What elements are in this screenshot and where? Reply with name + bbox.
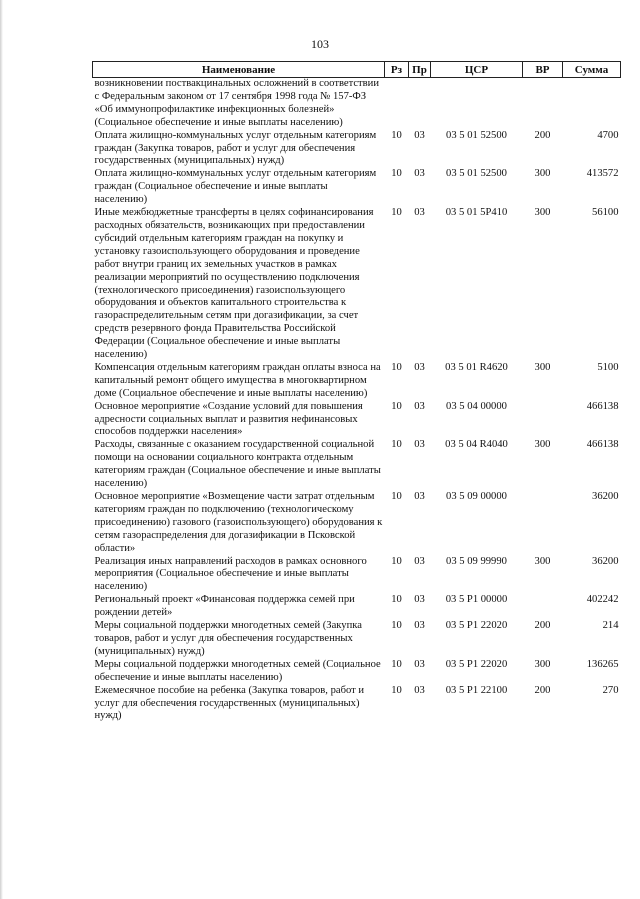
cell-pr: 03 xyxy=(414,129,425,141)
table-row xyxy=(93,130,621,169)
cell-sum: 136265 xyxy=(586,658,619,670)
table-row xyxy=(93,685,621,724)
cell-name: Основное мероприятие «Создание условий для повышения адресности социальных выплат и развития нефинансовых способов поддержки населения» xyxy=(94,400,363,438)
cell-vr xyxy=(523,594,563,620)
cell-sum: 5100 xyxy=(597,361,619,373)
cell-sum: 402242 xyxy=(586,594,619,606)
cell-name: Меры социальной поддержки многодетных семей (Социальное обеспечение и иные выплаты населению) xyxy=(94,658,381,683)
cell-name: Меры социальной поддержки многодетных семей (Закупка товаров, работ и услуг для обеспечения государственных (муниципальных) нужд) xyxy=(94,620,362,657)
cell-sum xyxy=(563,78,621,130)
page-number: 103 xyxy=(311,37,329,51)
cell-sum: 36200 xyxy=(592,555,619,567)
cell-csr: 03 5 01 5Р410 xyxy=(445,207,508,219)
table-row xyxy=(93,659,621,685)
cell-vr xyxy=(523,401,563,440)
scan-edge-left xyxy=(0,0,3,899)
cell-vr: 200 xyxy=(534,684,551,696)
cell-csr: 03 5 09 99990 xyxy=(446,555,507,567)
cell-name: Основное мероприятие «Возмещение части затрат отдельным категориям граждан по подключению (технологическому присоединению) газового (газоиспользующего) оборудования к сетям газораспределения для догазификации в Псковской области» xyxy=(94,491,383,554)
cell-rz: 10 xyxy=(391,207,402,219)
column-header-rz: Рз xyxy=(385,62,409,78)
cell-name: Расходы, связанные с оказанием государственной социальной помощи на основании социального контракта отдельным категориям граждан (Социальное обеспечение и иные выплаты населению) xyxy=(94,439,381,490)
cell-rz: 10 xyxy=(391,129,402,141)
cell-pr: 03 xyxy=(414,207,425,219)
cell-vr: 200 xyxy=(534,129,551,141)
cell-sum: 466138 xyxy=(586,400,619,412)
cell-vr: 300 xyxy=(534,168,551,180)
cell-pr: 03 xyxy=(414,361,425,373)
cell-sum: 36200 xyxy=(592,491,619,502)
table-body xyxy=(93,78,621,724)
cell-name: Реализация иных направлений расходов в рамках основного мероприятия (Социальное обеспечение и иные выплаты населению) xyxy=(94,555,367,593)
cell-csr: 03 5 Р1 22020 xyxy=(445,658,508,670)
table-row xyxy=(93,620,621,659)
cell-vr: 200 xyxy=(534,620,551,632)
cell-csr: 03 5 Р1 22100 xyxy=(445,684,508,696)
cell-pr: 03 xyxy=(414,491,425,502)
cell-rz: 10 xyxy=(391,555,402,567)
cell-rz: 10 xyxy=(391,400,402,412)
cell-pr xyxy=(409,78,431,130)
table-header-row xyxy=(93,62,621,78)
cell-pr: 03 xyxy=(414,555,425,567)
cell-sum: 413572 xyxy=(586,168,619,180)
cell-name: Иные межбюджетные трансферты в целях софинансирования расходных обязательств, возникающих при предоставлении субсидий отдельным категориям граждан на покупку и установку газоиспользующего оборудования и проведение работ внутри границ их земельных участков в рамках реализации мероприятий по осуществлению подключения (технологического присоединения) газоиспользующего оборудования и объектов капитального строительства к газораспределительным сетям при догазификации, за счет средств резервного фонда Правительства Российской Федерации (Социальное обеспечение и иные выплаты населению) xyxy=(94,207,374,361)
table-row xyxy=(93,556,621,595)
cell-name: возникновении поствакцинальных осложнений в соответствии с Федеральным законом от 17 сентября 1998 года № 157-ФЗ «Об иммунопрофилактике инфекционных болезней» (Социальное обеспечение и иные выплаты населению) xyxy=(94,78,380,128)
cell-pr: 03 xyxy=(414,168,425,180)
cell-pr: 03 xyxy=(414,684,425,696)
cell-sum: 4700 xyxy=(597,129,619,141)
cell-rz: 10 xyxy=(391,361,402,373)
cell-rz: 10 xyxy=(391,168,402,180)
cell-sum: 466138 xyxy=(586,439,619,451)
cell-pr: 03 xyxy=(414,594,425,606)
cell-vr: 300 xyxy=(534,555,551,567)
cell-pr: 03 xyxy=(414,439,425,451)
column-header-pr: Пр xyxy=(409,62,431,78)
cell-rz xyxy=(385,78,409,130)
cell-csr: 03 5 Р1 00000 xyxy=(445,594,508,606)
cell-vr: 300 xyxy=(534,361,551,373)
table-row xyxy=(93,594,621,620)
cell-name: Оплата жилищно-коммунальных услуг отдельным категориям граждан (Социальное обеспечение и иные выплаты населению) xyxy=(94,168,377,206)
cell-pr: 03 xyxy=(414,400,425,412)
cell-csr: 03 5 01 R4620 xyxy=(445,361,508,373)
cell-csr: 03 5 04 00000 xyxy=(446,400,507,412)
table-row xyxy=(93,168,621,207)
cell-csr: 03 5 09 00000 xyxy=(446,491,507,502)
table-row xyxy=(93,207,621,362)
cell-name: Ежемесячное пособие на ребенка (Закупка товаров, работ и услуг для обеспечения государственных (муниципальных) нужд) xyxy=(94,684,365,722)
cell-rz: 10 xyxy=(391,684,402,696)
cell-rz: 10 xyxy=(391,658,402,670)
cell-rz: 10 xyxy=(391,491,402,502)
cell-sum: 270 xyxy=(602,684,619,696)
table-row xyxy=(93,491,621,556)
table-row xyxy=(93,78,621,130)
cell-sum: 214 xyxy=(602,620,619,632)
cell-vr: 300 xyxy=(534,439,551,451)
column-header-sum: Сумма xyxy=(563,62,621,78)
cell-rz: 10 xyxy=(391,439,402,451)
column-header-vr: ВР xyxy=(523,62,563,78)
cell-vr: 300 xyxy=(534,207,551,219)
cell-csr: 03 5 04 R4040 xyxy=(445,439,508,451)
cell-rz: 10 xyxy=(391,594,402,606)
cell-vr xyxy=(523,78,563,130)
column-header-csr: ЦСР xyxy=(431,62,523,78)
cell-pr: 03 xyxy=(414,620,425,632)
column-header-name: Наименование xyxy=(93,62,385,78)
cell-name: Компенсация отдельным категориям граждан оплаты взноса на капитальный ремонт общего имущества в многоквартирном доме (Социальное обеспечение и иные выплаты населению) xyxy=(94,361,381,399)
cell-vr xyxy=(523,491,563,556)
table-row xyxy=(93,362,621,401)
cell-csr: 03 5 01 52500 xyxy=(446,129,507,141)
cell-csr: 03 5 01 52500 xyxy=(446,168,507,180)
cell-sum: 56100 xyxy=(592,207,619,219)
cell-csr xyxy=(431,78,523,130)
cell-vr: 300 xyxy=(534,658,551,670)
budget-table xyxy=(92,61,621,723)
cell-csr: 03 5 Р1 22020 xyxy=(445,620,508,632)
cell-name: Оплата жилищно-коммунальных услуг отдельным категориям граждан (Закупка товаров, работ и услуг для обеспечения государственных (муниципальных) нужд) xyxy=(94,129,377,167)
cell-name: Региональный проект «Финансовая поддержка семей при рождении детей» xyxy=(94,594,355,619)
table-row xyxy=(93,439,621,491)
table-row xyxy=(93,401,621,440)
cell-pr: 03 xyxy=(414,658,425,670)
cell-rz: 10 xyxy=(391,620,402,632)
